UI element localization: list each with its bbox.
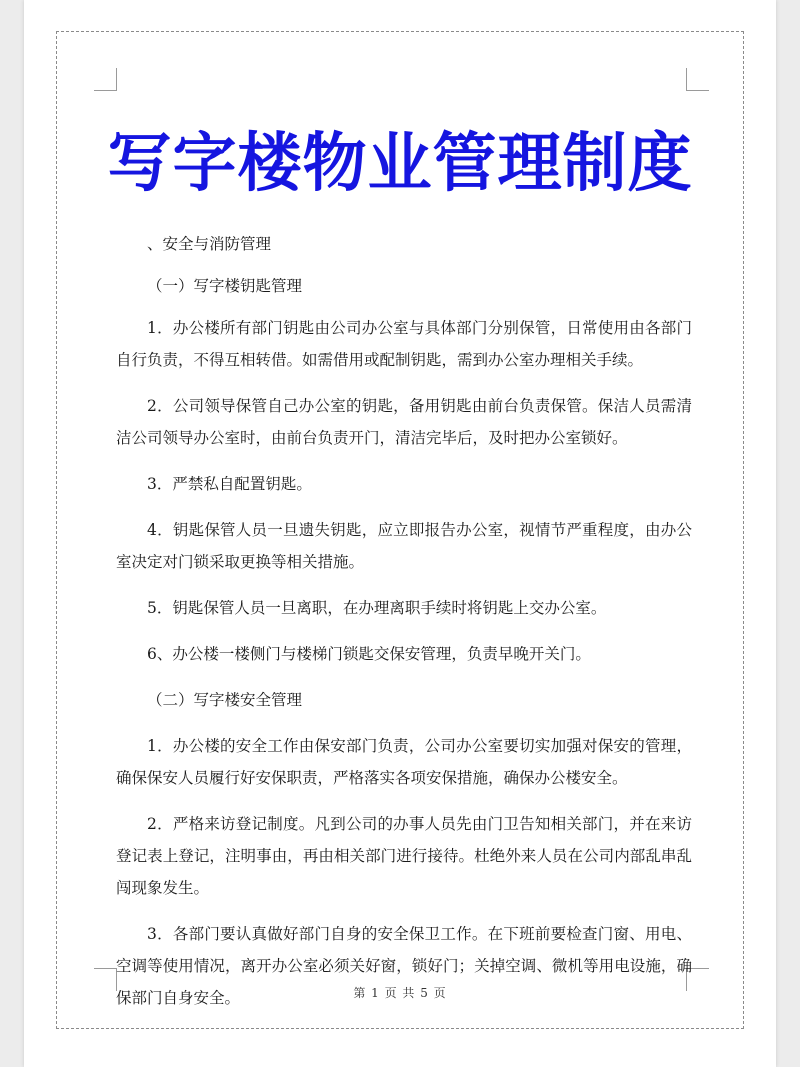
paragraph: 3．严禁私自配置钥匙。 [147,475,312,493]
document-page [24,0,776,1067]
subsection-heading: （二）写字楼安全管理 [147,691,303,709]
document-body [116,228,692,1028]
paragraph: 6、办公楼一楼侧门与楼梯门锁匙交保安管理，负责早晚开关门。 [147,645,591,663]
crop-mark-top-left [94,68,117,91]
crop-mark-top-right [686,68,709,91]
section-heading: 、安全与消防管理 [147,235,272,253]
paragraph: 2．公司领导保管自己办公室的钥匙，备用钥匙由前台负责保管。保洁人员需清洁公司领导办公室时，由前台负责开门，清洁完毕后，及时把办公室锁好。 [116,397,692,447]
paragraph: 5．钥匙保管人员一旦离职，在办理离职手续时将钥匙上交办公室。 [147,599,607,617]
page-number-footer: 第 1 页 共 5 页 [353,986,447,1000]
paragraph: 2．严格来访登记制度。凡到公司的办事人员先由门卫告知相关部门，并在来访登记表上登记，注明事由，再由相关部门进行接待。杜绝外来人员在公司内部乱串乱闯现象发生。 [116,815,692,897]
paragraph: 1．办公楼的安全工作由保安部门负责，公司办公室要切实加强对保安的管理，确保保安人员履行好安保职责，严格落实各项安保措施，确保办公楼安全。 [116,737,692,787]
document-title: 写字楼物业管理制度 [107,126,693,201]
paragraph: 4．钥匙保管人员一旦遗失钥匙，应立即报告办公室，视情节严重程度，由办公室决定对门锁采取更换等相关措施。 [116,521,692,571]
paragraph: 1．办公楼所有部门钥匙由公司办公室与具体部门分别保管，日常使用由各部门自行负责，不得互相转借。如需借用或配制钥匙，需到办公室办理相关手续。 [116,319,692,369]
paragraph: 3．各部门要认真做好部门自身的安全保卫工作。在下班前要检查门窗、用电、空调等使用情况，离开办公室必须关好窗，锁好门；关掉空调、微机等用电设施，确保部门自身安全。 [116,925,692,1007]
subsection-heading: （一）写字楼钥匙管理 [147,277,303,295]
